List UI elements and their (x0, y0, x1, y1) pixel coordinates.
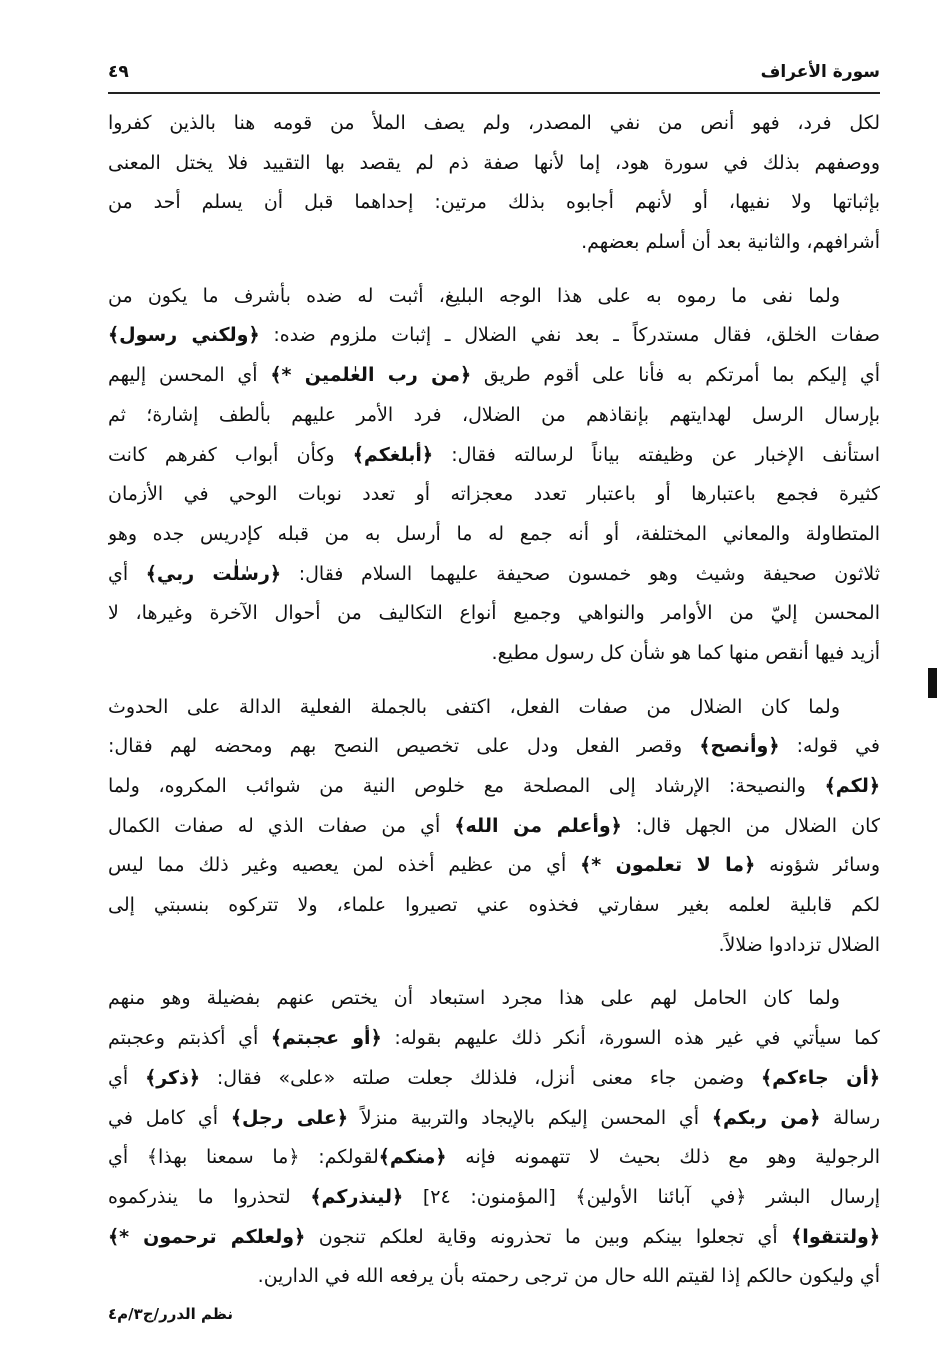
text-line (108, 688, 880, 728)
text-segment: إرسال البشر ﴿في آبائنا الأولين﴾ [المؤمنون: ٢٤] (403, 1185, 880, 1208)
quran-quote: ﴿وأعلم من الله﴾ (454, 814, 622, 837)
text-segment: بإرسال الرسل لهدايتهم بإنقاذهم من الضلال، فرد الأمر عليهم بألطف إشارة؛ ثم (108, 403, 880, 426)
text-segment: وكأن أبواب كفرهم كانت (108, 443, 353, 466)
text-segment: ولما كان الحامل لهم على هذا مجرد استبعاد أن يختص عنهم بفضيلة وهو منهم (108, 987, 840, 1010)
footer-signature: نظم الدرر/ج٣/م٤ (108, 1305, 234, 1323)
text-segment: بإثباتها ولا نفيها، أو لأنهم أجابوه بذلك مرتين: إحداهما قبل أن يسلم أحد من (108, 191, 880, 214)
text-segment: أي أكذبتم وعجبتم (108, 1027, 271, 1050)
text-segment: ثلاثون صحيفة وشيث وهو خمسون صحيفة عليهما السلام فقال: (281, 562, 880, 585)
text-segment: صفات الخلق، فقال مستدركاً ـ بعد نفي الضلال ـ إثبات ملزوم ضده: (259, 324, 880, 347)
text-line (108, 144, 880, 184)
text-line (108, 436, 880, 476)
paragraph (108, 979, 880, 1297)
text-line (108, 1019, 880, 1059)
text-segment: كان الضلال من الجهل قال: (621, 814, 880, 837)
text-line (108, 396, 880, 436)
text-segment: وضمن جاء معنى أنزل، فلذلك جعلت صلته «على» فقال: (199, 1066, 762, 1089)
text-segment: في قوله: (779, 735, 880, 758)
text-segment: المحسن إليّ من الأوامر والنواهي وجميع أنواع التكاليف من أحوال الآخرة وغيرها، لا (108, 602, 880, 625)
quran-quote: ﴿وأنصح﴾ (699, 735, 780, 758)
paragraph (108, 104, 880, 263)
text-segment: أي كامل في (108, 1106, 231, 1129)
text-line (108, 886, 880, 926)
text-segment: لكل فرد، فهو أنص من نفي المصدر، ولم يصف الملأ من قومه هنا بالذين كفروا (108, 112, 880, 134)
text-line (108, 767, 880, 807)
quran-quote: ﴿ولعلكم ترحمون *﴾ (108, 1225, 306, 1248)
quran-quote: ﴿لينذركم﴾ (310, 1185, 404, 1208)
text-line (108, 1138, 880, 1178)
text-line (108, 1218, 880, 1258)
text-segment: ووصفهم بذلك في سورة هود، إما لأنها صفة ذم لم يقصد بها التقييد فلا يختل المعنى (108, 151, 880, 174)
text-line (108, 926, 880, 966)
text-line (108, 1178, 880, 1218)
text-line (108, 223, 880, 263)
text-segment: رسالة (820, 1106, 880, 1129)
text-segment: أي المحسن إليهم (108, 364, 271, 387)
text-line (108, 1257, 880, 1297)
text-segment: استأنف الإخبار عن وظيفته بياناً لرسالته فقال: (433, 443, 880, 466)
quran-quote: ﴿رسٰلٰت ربي﴾ (145, 562, 282, 585)
quran-quote: ﴿من رب العٰلمين *﴾ (270, 364, 472, 387)
text-line (108, 356, 880, 396)
text-segment: والنصيحة: الإرشاد إلى المصلحة مع خلوص النية من شوائب المكروه، ولما (108, 775, 825, 797)
text-line (108, 555, 880, 595)
quran-quote: ﴿ولتتقوا﴾ (791, 1225, 880, 1248)
text-segment: ولما نفى ما رموه به على هذا الوجه البليغ، أثبت له ضده بأشرف ما يكون من (108, 284, 840, 307)
text-segment: أي من عظيم أخذه لمن يعصيه وغير ذلك مما ليس (108, 854, 581, 877)
quran-quote: ﴿أن جاءكم﴾ (761, 1066, 880, 1089)
text-segment: أي (108, 1066, 146, 1089)
page-body (108, 104, 880, 1311)
quran-quote: ﴿لكم﴾ (824, 775, 880, 797)
quran-quote: ﴿على رجل﴾ (230, 1106, 348, 1129)
text-segment: وقصر الفعل ودل على تخصيص النصح بهم ومحضه لهم فقال: (108, 735, 700, 758)
paragraph (108, 277, 880, 674)
text-segment: وسائر شؤونه (755, 854, 880, 877)
text-line (108, 515, 880, 555)
text-segment: لقولكم: ﴿ما سمعنا بهذا﴾ أي (108, 1146, 379, 1169)
text-line (108, 979, 880, 1019)
text-segment: كما سيأتي في غير هذه السورة، أنكر ذلك عليهم بقوله: (381, 1027, 880, 1050)
text-line (108, 316, 880, 356)
text-line (108, 846, 880, 886)
text-line (108, 727, 880, 767)
surah-title: سورة الأعراف (760, 62, 880, 82)
text-segment: لتحذروا ما ينذركموه (108, 1185, 311, 1208)
text-segment: كثيرة فجمع باعتبارها أو باعتبار تعدد معجزاته أو تعدد نوبات الوحي في الأزمان (108, 483, 880, 506)
text-segment: أي من صفات الذي له صفات الكمال (108, 814, 455, 837)
quran-quote: ﴿ذكر﴾ (145, 1066, 200, 1089)
text-segment: ولما كان الضلال من صفات الفعل، اكتفى بالجملة الفعلية الدالة على الحدوث (108, 695, 840, 718)
paragraph (108, 688, 880, 966)
text-segment: الضلال تزدادوا ضلالاً. (718, 933, 880, 956)
text-line (108, 634, 880, 674)
text-segment: أي وليكون حالكم إذا لقيتم الله حال من ترجى رحمته بأن يرفعه الله في الدارين. (257, 1265, 880, 1288)
text-line (108, 104, 880, 144)
text-segment: أي المحسن إليكم بالإيجاد والتربية منزلاً (347, 1106, 712, 1129)
text-segment: أي (108, 562, 146, 585)
quran-quote: ﴿أو عجبتم﴾ (270, 1027, 382, 1050)
scan-edge-mark (928, 668, 937, 698)
text-segment: أي إليكم بما أمرتكم به فأنا على أقوم طريق (471, 364, 880, 387)
quran-quote: ﴿ما لا تعلمون *﴾ (580, 854, 756, 877)
quran-quote: ﴿منكم﴾ (378, 1146, 447, 1169)
quran-quote: ﴿ولكني رسول﴾ (108, 324, 260, 347)
text-line (108, 475, 880, 515)
text-segment: أي تجعلوا بينكم وبين ما تحذرونه وقاية لعلكم تنجون (305, 1225, 792, 1248)
text-segment: المتطاولة والمعاني المختلفة، أو أنه جمع له ما أرسل به من قبله كإدريس جده وهو (108, 522, 880, 545)
text-segment: لكم قابلية لعلمه بغير سفارتي فخذوه عني تصيروا علماء، ولا تتركوه بنسبتي إلى (108, 894, 880, 917)
running-header (108, 58, 880, 94)
text-line (108, 594, 880, 634)
text-line (108, 807, 880, 847)
text-line (108, 1099, 880, 1139)
text-line (108, 277, 880, 317)
page-number: ٤٩ (108, 62, 129, 82)
text-segment: أشرافهم، والثانية بعد أن أسلم بعضهم. (581, 231, 880, 254)
quran-quote: ﴿أبلغكم﴾ (352, 443, 434, 466)
text-segment: أزيد فيها أنقص منها كما هو شأن كل رسول مطيع. (491, 641, 880, 664)
text-line (108, 183, 880, 223)
quran-quote: ﴿من ربكم﴾ (711, 1106, 821, 1129)
text-segment: الرجولية وهو مع ذلك بحيث لا تتهمونه فإنه (446, 1146, 880, 1169)
text-line (108, 1059, 880, 1099)
